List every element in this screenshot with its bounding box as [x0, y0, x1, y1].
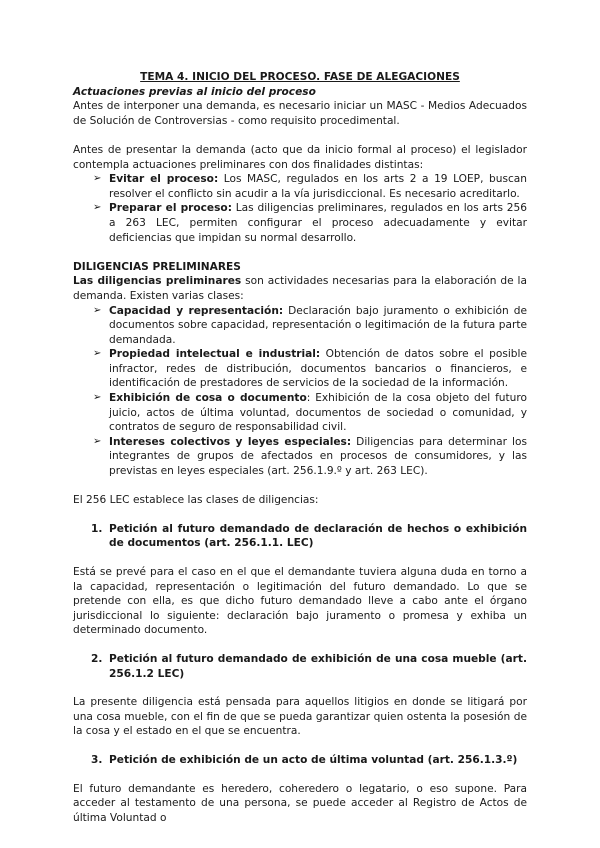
numbered-body: La presente diligencia está pensada para aquellos litigios en donde se litigará por una cosa mueble, con el fin de que se pueda garantizar quien ostenta la posesión de la cosa y el estado en el que se encuentra.: [73, 696, 527, 738]
heading-number: 3.: [91, 753, 103, 766]
arrow-bullet-icon: ➢: [93, 304, 102, 316]
numbered-body: El futuro demandante es heredero, coheredero o legatario, o eso supone. Para acceder al testamento de una persona, se puede acceder al Registro de Actos de última Voluntad o: [73, 782, 527, 824]
diligencias-intro-bold: Las diligencias preliminares: [73, 275, 242, 288]
list-item-text: Declaración bajo juramento o exhibición de documentos sobre capacidad, representación o legitimación de la futura parte demandada.: [109, 304, 527, 346]
numbered-section-1: [73, 522, 527, 551]
list-item: [93, 172, 527, 201]
list-item-label: Intereses colectivos y leyes especiales:: [109, 435, 352, 448]
numbered-body: Está se prevé para el caso en el que el demandante tuviera alguna duda en torno a la capacidad, representación o legitimación del futuro demandado. Lo que se pretende con ella, es que dicho futuro demandado lleve a cabo ante el órgano jurisdiccional lo siguiente: declaración bajo juramento o promesa y exhiba un determinado documento.: [73, 566, 527, 637]
section-heading: DILIGENCIAS PRELIMINARES: [73, 260, 241, 273]
list-item-text: Diligencias para determinar los integrantes de grupos de afectados en procesos de consumidores, y las previstas en leyes especiales (art. 256.1.9.º y art. 263 LEC).: [109, 435, 527, 478]
list-item: [93, 201, 527, 245]
numbered-heading: [91, 753, 527, 768]
heading-text: Petición al futuro demandado de declaración de hechos o exhibición de documentos (art. 256.1.1. LEC): [109, 522, 527, 550]
diligencias-intro: [73, 274, 527, 303]
list-item-label: Propiedad intelectual e industrial:: [109, 348, 321, 361]
list-item-text: Las diligencias preliminares, regulados en los arts 256 a 263 LEC, permiten configurar el proceso adecuadamente y evitar deficiencias que impidan su normal desarrollo.: [109, 202, 527, 244]
list-item-text: Los MASC, regulados en los arts 2 a 19 LOEP, buscan resolver el conflicto sin acudir a la vía jurisdiccional. Es necesario acreditarlo.: [109, 173, 527, 200]
numbered-heading: [91, 652, 527, 681]
list-item-label: Evitar el proceso:: [109, 173, 219, 186]
list-item: [93, 435, 527, 479]
list-item-text: : Exhibición de la cosa objeto del futuro juicio, actos de última voluntad, documentos de sociedad o comunidad, y contratos de seguro de responsabilidad civil.: [109, 392, 527, 434]
list-item-label: Exhibición de cosa o documento: [109, 392, 307, 405]
heading-text: Petición de exhibición de un acto de última voluntad (art. 256.1.3.º): [109, 753, 518, 766]
intro-paragraph: Antes de interponer una demanda, es necesario iniciar un MASC - Medios Adecuados de Solución de Controversias - como requisito procedimental.: [73, 100, 527, 127]
purposes-list: [73, 172, 527, 245]
list-item-label: Capacidad y representación:: [109, 304, 284, 317]
heading-number: 1.: [91, 522, 103, 535]
list-item-text: Obtención de datos sobre el posible infractor, redes de distribución, documentos bancarios o financieros, e identificación de prestadores de servicios de la sociedad de la información.: [109, 348, 527, 390]
arrow-bullet-icon: ➢: [93, 173, 102, 185]
arrow-bullet-icon: ➢: [93, 435, 102, 447]
section-subtitle: Actuaciones previas al inicio del proceso: [73, 85, 316, 98]
list-item: [93, 304, 527, 348]
lec-intro: El 256 LEC establece las clases de diligencias:: [73, 494, 319, 507]
diligencias-intro-text: son actividades necesarias para la elaboración de la demanda. Existen varias clases:: [73, 275, 527, 302]
heading-text: Petición al futuro demandado de exhibición de una cosa mueble (art. 256.1.2 LEC): [109, 652, 527, 680]
numbered-heading: [91, 522, 527, 551]
list-item: [93, 391, 527, 435]
heading-number: 2.: [91, 652, 103, 665]
second-paragraph: Antes de presentar la demanda (acto que da inicio formal al proceso) el legislador contempla actuaciones preliminares con dos finalidades distintas:: [73, 143, 527, 171]
numbered-section-3: [73, 753, 527, 768]
arrow-bullet-icon: ➢: [93, 348, 102, 360]
classes-list: [73, 304, 527, 479]
document-title: TEMA 4. INICIO DEL PROCESO. FASE DE ALEGACIONES: [140, 71, 460, 83]
arrow-bullet-icon: ➢: [93, 392, 102, 404]
list-item: [93, 347, 527, 391]
list-item-label: Preparar el proceso:: [109, 202, 232, 215]
arrow-bullet-icon: ➢: [93, 202, 102, 214]
numbered-section-2: [73, 652, 527, 681]
